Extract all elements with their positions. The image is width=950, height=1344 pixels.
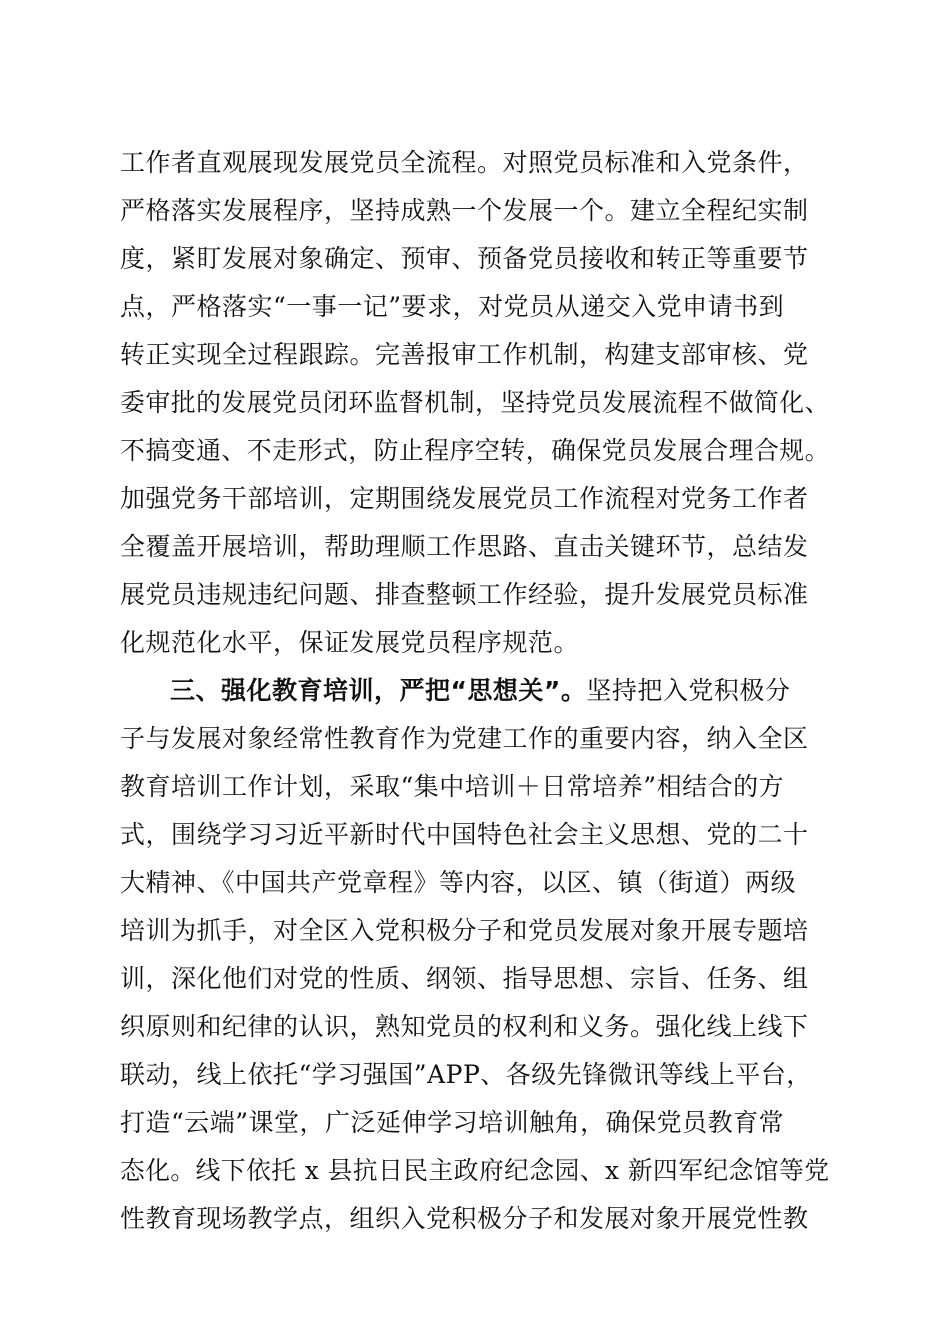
text-line: 委审批的发展党员闭环监督机制，坚持党员发展流程不做简化、 [120,388,831,417]
text-line: 织原则和纪律的认识，熟知党员的权利和义务。强化线上线下 [120,1012,809,1041]
text-line: 化规范化水平，保证发展党员程序规范。 [120,628,580,657]
text-line: 大精神、《中国共产党章程》等内容，以区、镇（街道）两级 [120,868,797,897]
text-line: 性教育现场教学点，组织入党积极分子和发展对象开展党性教 [120,1204,809,1233]
text-line: 展党员违规违纪问题、排查整顿工作经验，提升发展党员标准 [120,580,809,609]
text-line: 不搞变通、不走形式，防止程序空转，确保党员发展合理合规。 [120,436,831,465]
section-heading: 三、强化教育培训，严把“思想关”。 [170,676,587,705]
text-line: 教育培训工作计划，采取“集中培训＋日常培养”相结合的方 [120,772,785,801]
text-line: 转正实现全过程跟踪。完善报审工作机制，构建支部审核、党 [120,340,809,369]
text-line: 联动，线上依托“学习强国”APP、各级先锋微讯等线上平台， [120,1060,812,1089]
text-line: 式，围绕学习习近平新时代中国特色社会主义思想、党的二十 [120,820,809,849]
text-line: 打造“云端”课堂，广泛延伸学习培训触角，确保党员教育常 [120,1108,785,1137]
text-line: 态化。线下依托 x 县抗日民主政府纪念园、x 新四军纪念馆等党 [120,1156,830,1185]
text-line: 子与发展对象经常性教育作为党建工作的重要内容，纳入全区 [120,724,809,753]
paragraph-first-line [170,671,790,711]
heading-continuation: 坚持把入党积极分 [586,676,791,705]
text-line: 工作者直观展现发展党员全流程。对照党员标准和入党条件， [120,148,809,177]
text-line: 培训为抓手，对全区入党积极分子和党员发展对象开展专题培 [120,916,809,945]
text-line: 加强党务干部培训，定期围绕发展党员工作流程对党务工作者 [120,484,809,513]
text-line: 全覆盖开展培训，帮助理顺工作思路、直击关键环节，总结发 [120,532,809,561]
text-line: 点，严格落实“一事一记”要求，对党员从递交入党申请书到 [120,292,785,321]
text-line: 训，深化他们对党的性质、纲领、指导思想、宗旨、任务、组 [120,964,809,993]
text-line: 度，紧盯发展对象确定、预审、预备党员接收和转正等重要节 [120,244,809,273]
text-line: 严格落实发展程序，坚持成熟一个发展一个。建立全程纪实制 [120,196,809,225]
